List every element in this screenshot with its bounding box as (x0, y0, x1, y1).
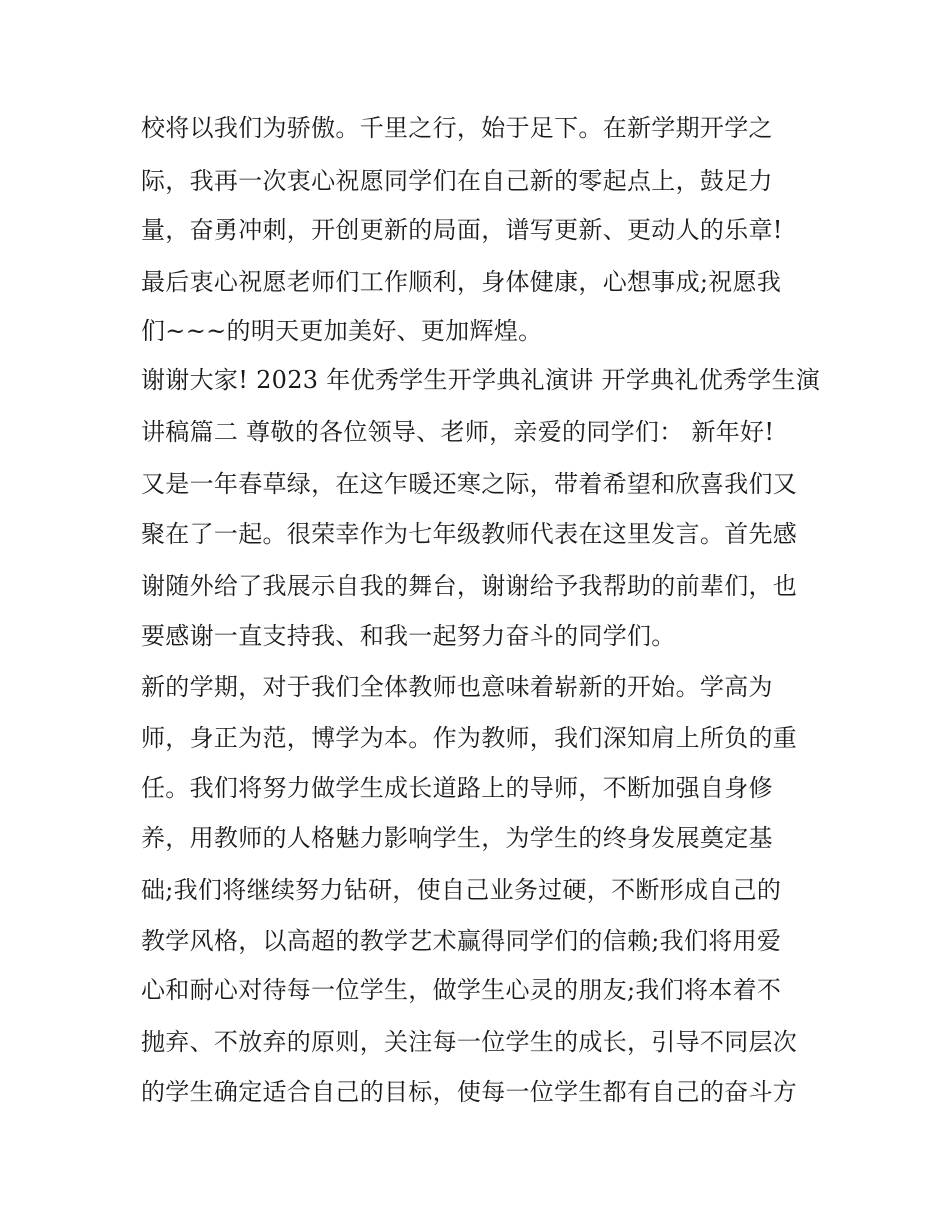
text-line: 要感谢一直支持我、和我一起努力奋斗的同学们。 (141, 622, 676, 650)
text-line: 任。我们将努力做学生成长道路上的导师，不断加强自身修 (141, 774, 773, 802)
text-line: 又是一年春草绿，在这乍暖还寒之际，带着希望和欣喜我们又 (141, 470, 798, 498)
text-line: 师，身正为范，博学为本。作为教师，我们深知肩上所负的重 (141, 724, 798, 752)
text-line: 础;我们将继续努力钻研，使自己业务过硬，不断形成自己的 (141, 876, 782, 904)
text-line: 谢谢大家! 2023 年优秀学生开学典礼演讲 开学典礼优秀学生演 (141, 366, 821, 394)
text-line: 聚在了一起。很荣幸作为七年级教师代表在这里发言。首先感 (141, 520, 798, 548)
text-line: 校将以我们为骄傲。千里之行，始于足下。在新学期开学之 (141, 114, 773, 142)
text-line: 新的学期，对于我们全体教师也意味着崭新的开始。学高为 (141, 673, 773, 701)
text-line: 教学风格，以高超的教学艺术赢得同学们的信赖;我们将用爱 (141, 927, 782, 955)
text-line: 心和耐心对待每一位学生，做学生心灵的朋友;我们将本着不 (141, 976, 782, 1004)
text-line: 讲稿篇二 尊敬的各位领导、老师，亲爱的同学们： 新年好! (141, 418, 775, 446)
text-line: 的学生确定适合自己的目标，使每一位学生都有自己的奋斗方 (141, 1078, 798, 1106)
text-line: 际，我再一次衷心祝愿同学们在自己新的零起点上，鼓足力 (141, 167, 773, 195)
text-line: 养，用教师的人格魅力影响学生，为学生的终身发展奠定基 (141, 824, 773, 852)
text-line: 们~~~的明天更加美好、更加辉煌。 (141, 317, 543, 345)
text-line: 量，奋勇冲刺，开创更新的局面，谱写更新、更动人的乐章! (141, 216, 783, 244)
text-line: 谢随外给了我展示自我的舞台，谢谢给予我帮助的前辈们，也 (141, 572, 798, 600)
text-line: 抛弃、不放弃的原则，关注每一位学生的成长，引导不同层次 (141, 1028, 798, 1056)
text-line: 最后衷心祝愿老师们工作顺利，身体健康，心想事成;祝愿我 (141, 268, 782, 296)
